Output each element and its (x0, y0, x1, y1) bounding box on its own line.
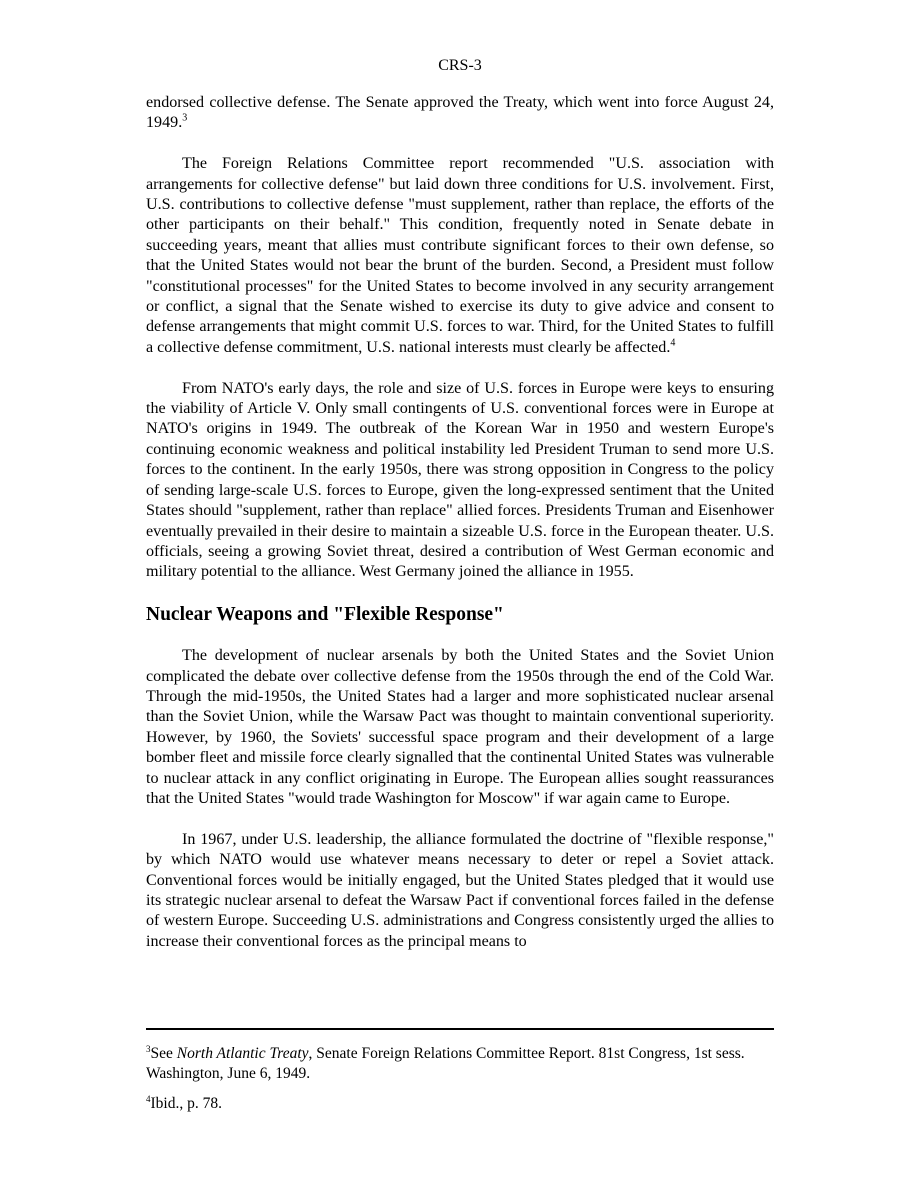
footnote-divider (146, 1028, 774, 1030)
footnote-3-title: North Atlantic Treaty (176, 1045, 309, 1062)
paragraph-1 (146, 93, 774, 134)
footnote-4-text: Ibid., p. 78. (150, 1095, 222, 1112)
section-heading: Nuclear Weapons and "Flexible Response" (146, 604, 504, 626)
footnote-4 (146, 1094, 774, 1114)
footnote-ref-3: 3 (182, 113, 188, 125)
paragraph-5: In 1967, under U.S. leadership, the alliance formulated the doctrine of "flexible response," by which NATO would use whatever means necessary to deter or repel a Soviet attack. Conventional forces would be initially engaged, but the United States pledged that it would use its strategic nuclear arsenal to defeat the Warsaw Pact if conventional forces failed in the defense of western Europe. Succeeding U.S. administrations and Congress consistently urged the allies to increase their conventional forces as the principal means to (146, 830, 774, 950)
footnote-ref-4: 4 (670, 337, 676, 349)
paragraph-4: The development of nuclear arsenals by both the United States and the Soviet Union complicated the debate over collective defense from the 1950s through the end of the Cold War. Through the mid-1950s, the United States had a larger and more sophisticated nuclear arsenal than the Soviet Union, while the Warsaw Pact was thought to maintain conventional superiority. However, by 1960, the Soviets' successful space program and their development of a large bomber fleet and missile force clearly signalled that the continental United States was vulnerable to nuclear attack in any conflict originating in Europe. The European allies sought reassurances that the United States "would trade Washington for Moscow" if war again came to Europe. (146, 647, 774, 807)
page-header: CRS-3 (438, 57, 482, 74)
footnote-3-rest: , Senate Foreign Relations Committee Report. 81st Congress, 1st sess. Washington, June 6, 1949. (146, 1045, 745, 1082)
footnotes (146, 1044, 774, 1124)
paragraph-2 (146, 154, 774, 358)
paragraph-3: From NATO's early days, the role and size of U.S. forces in Europe were keys to ensuring the viability of Article V. Only small contingents of U.S. conventional forces were in Europe at NATO's origins in 1949. The outbreak of the Korean War in 1950 and western Europe's continuing economic weakness and political instability led President Truman to send more U.S. forces to the continent. In the early 1950s, there was strong opposition in Congress to the policy of sending large-scale U.S. forces to Europe, given the long-expressed sentiment that the United States should "supplement, rather than replace" allied forces. Presidents Truman and Eisenhower eventually prevailed in their desire to maintain a sizeable U.S. force in the European theater. U.S. officials, seeing a growing Soviet threat, desired a contribution of West German economic and military potential to the alliance. West Germany joined the alliance in 1955. (146, 379, 774, 581)
footnote-3 (146, 1044, 774, 1084)
footnote-3-number: 3 (146, 1043, 151, 1054)
body-text (146, 93, 774, 973)
footnote-4-number: 4 (146, 1093, 151, 1104)
paragraph-2-text: The Foreign Relations Committee report recommended "U.S. association with arrangements for collective defense" but laid down three conditions for U.S. involvement. First, U.S. contributions to collective defense "must supplement, rather than replace, the efforts of the other participants on their behalf." This condition, frequently noted in Senate debate in succeeding years, meant that allies must contribute significant forces to their own defense, so that the United States would not bear the brunt of the burden. Second, a President must follow "constitutional processes" for the United States to become involved in any security arrangement or conflict, a signal that the Senate wished to exercise its duty to give advice and consent to defense arrangements that might commit U.S. forces to war. Third, for the United States to fulfill a collective defense commitment, U.S. national interests must clearly be affected. (146, 155, 774, 356)
footnote-3-prefix: See (150, 1045, 177, 1062)
paragraph-1-text: endorsed collective defense. The Senate approved the Treaty, which went into force August 24, 1949. (146, 94, 774, 132)
